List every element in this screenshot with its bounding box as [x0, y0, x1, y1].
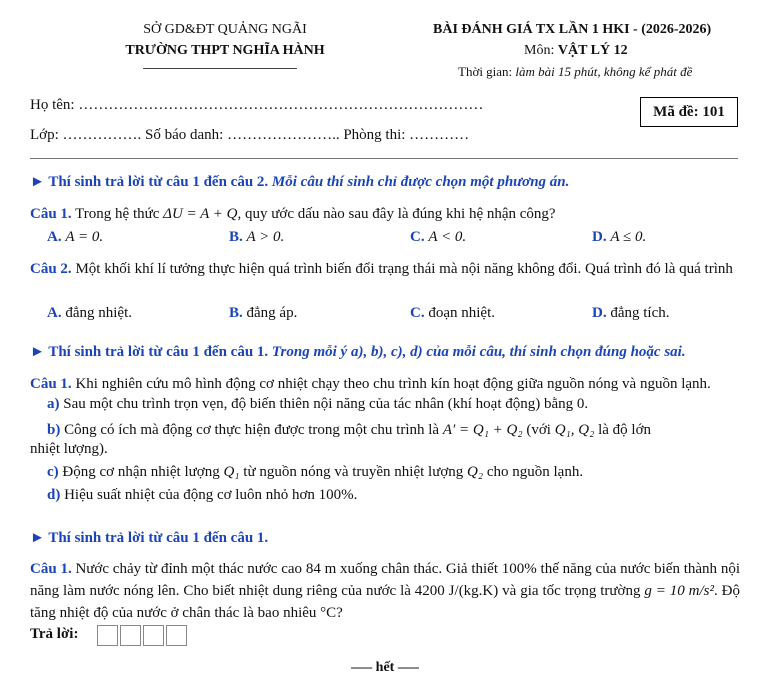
s1-q1-formula: ΔU = A + Q	[163, 206, 238, 222]
s1-q2-text: Một khối khí lí tưởng thực hiện quá trình biến đổi trạng thái mà nội năng không đổi. Quá trình đó là quá trình	[71, 261, 733, 277]
exam-title: BÀI ĐÁNH GIÁ TX LẦN 1 HKI - (2026-2026)	[433, 22, 712, 37]
answer-box-4[interactable]	[166, 625, 187, 646]
s3-q1-g-formula: g = 10 m/s²	[644, 583, 715, 599]
s1-question-2	[30, 258, 740, 280]
s1-q1-option-d: D. A ≤ 0.	[592, 229, 647, 245]
end-marker: —– hết —–	[351, 660, 419, 675]
s2-q1-item-b-cont: nhiệt lượng).	[30, 441, 108, 457]
s1-q2-option-d: D. đẳng tích.	[592, 305, 670, 321]
s3-question-1: Câu 1. Nước chảy từ đỉnh một thác nước cao 84 m xuống chân thác. Giả thiết 100% thế năng của nước biến thành nội năng làm nước nóng lên. Cho biết nhiệt dung riêng của nước là 4200 J/(kg.K) và gia tốc trọng trường g = 10 m/s². Độ tăng nhiệt độ của nước ở chân thác là bao nhiêu °C?	[30, 561, 740, 621]
s2-q1-item-d: d) Hiệu suất nhiệt của động cơ luôn nhỏ hơn 100%.	[47, 487, 358, 503]
s2-q1-item-c: c) Động cơ nhận nhiệt lượng Q₁ từ nguồn nóng và truyền nhiệt lượng Q₂ cho nguồn lạnh.	[47, 464, 584, 480]
s1-q2-label: Câu 2.	[30, 261, 72, 277]
time-line	[458, 64, 692, 80]
s2-q1-label: Câu 1.	[30, 376, 72, 392]
time-label: Thời gian:	[458, 64, 513, 79]
exam-code: Mã đề: 101	[653, 103, 725, 120]
header-divider	[30, 158, 738, 159]
student-class-field: Lớp: ……………. Số báo danh: ………………….. Phòng thi: …………	[30, 127, 470, 143]
answer-box-2[interactable]	[120, 625, 141, 646]
subject-name: VẬT LÝ 12	[557, 43, 628, 58]
section2-heading	[30, 344, 686, 361]
section2-heading-plain: ► Thí sinh trả lời từ câu 1 đến câu 1.	[30, 344, 269, 360]
section1-heading-italic: Mỗi câu thí sinh chỉ được chọn một phương án.	[268, 174, 570, 190]
s2-q1-item-a: a) Sau một chu trình trọn vẹn, độ biến thiên nội năng của tác nhân (khí hoạt động) bằng 0.	[47, 396, 589, 412]
s1-q2-option-c: C. đoạn nhiệt.	[410, 305, 495, 321]
s1-q2-option-a: A. đẳng nhiệt.	[47, 305, 132, 321]
school-name: TRƯỜNG THPT NGHĨA HÀNH	[125, 43, 325, 58]
section1-heading-plain: ► Thí sinh trả lời từ câu 1 đến câu 2.	[30, 174, 269, 190]
s1-q1-text-pre: Trong hệ thức	[71, 206, 164, 222]
s2-q1-item-b: b) Công có ích mà động cơ thực hiện được trong một chu trình là A′ = Q₁ + Q₂ (với Q₁, Q₂ là độ lớn	[47, 422, 652, 438]
s2-question-1	[30, 373, 740, 395]
s1-question-1	[30, 203, 740, 225]
s1-q2-option-b: B. đẳng áp.	[229, 305, 298, 321]
s3-q1-label: Câu 1.	[30, 561, 72, 577]
s1-q1-option-c: C. A < 0.	[410, 229, 467, 245]
section1-heading	[30, 174, 569, 191]
s2-q1-text: Khi nghiên cứu mô hình động cơ nhiệt chạy theo chu trình kín hoạt động giữa nguồn nóng và nguồn lạnh.	[71, 376, 711, 392]
s1-q1-option-a: A. A = 0.	[47, 229, 104, 245]
answer-box-1[interactable]	[97, 625, 118, 646]
section2-heading-italic: Trong mỗi ý a), b), c), d) của mỗi câu, thí sinh chọn đúng hoặc sai.	[268, 344, 686, 360]
s1-q1-label: Câu 1.	[30, 206, 72, 222]
answer-label: Trả lời:	[30, 626, 79, 642]
school-underline	[143, 68, 297, 69]
section3-heading: ► Thí sinh trả lời từ câu 1 đến câu 1.	[30, 530, 269, 546]
s1-q1-option-b: B. A > 0.	[229, 229, 285, 245]
answer-box-3[interactable]	[143, 625, 164, 646]
department-name: SỞ GD&ĐT QUẢNG NGÃI	[143, 22, 307, 37]
subject-line	[524, 43, 628, 59]
time-value: làm bài 15 phút, không kể phát đề	[515, 64, 693, 79]
exam-code-box	[640, 97, 738, 127]
subject-label: Môn:	[524, 43, 555, 58]
student-name-field: Họ tên: ………………………………………………………………………	[30, 97, 484, 113]
s1-q1-text-post: , quy ước dấu nào sau đây là đúng khi hệ nhận công?	[237, 206, 556, 222]
